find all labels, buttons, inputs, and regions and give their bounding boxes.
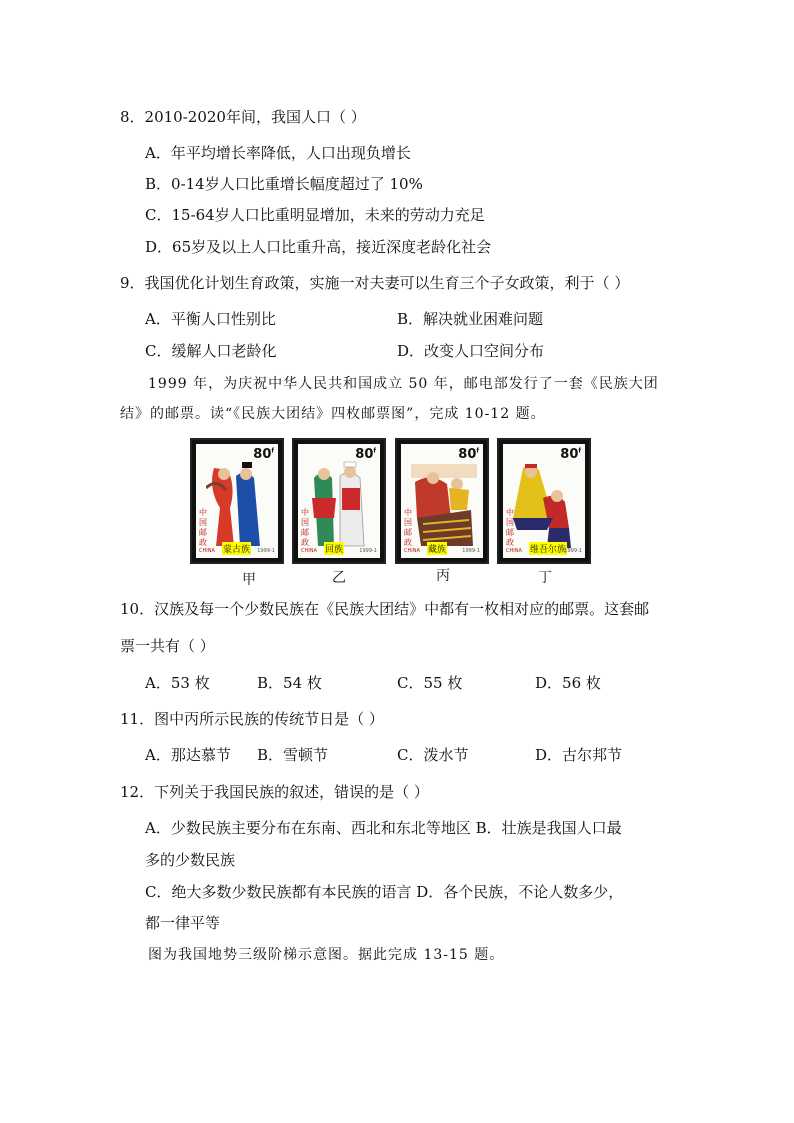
stamp-serial: 1999-1: [564, 548, 582, 554]
stamp-caption-jia: 甲: [242, 572, 256, 588]
intro-13-15: 图为我国地势三级阶梯示意图。据此完成 13-15 题。: [148, 947, 505, 963]
q11-option-d: D．古尔邦节: [535, 746, 623, 764]
stamp-denomination-unit: f: [373, 447, 376, 455]
stamp-post-label: 中国邮政: [506, 508, 514, 547]
stamp-denomination: 80$^f$: [253, 447, 274, 462]
stamp-ethnic-label: 维吾尔族: [529, 542, 567, 555]
q11-option-c: C．泼水节: [397, 746, 469, 764]
stamp-post-label: 中国邮政: [404, 508, 412, 547]
q9-option-c: C．缓解人口老龄化: [145, 342, 277, 360]
stamp-figure-illustration: [411, 458, 477, 554]
intro-10-12-line1: 1999 年，为庆祝中华人民共和国成立 50 年，邮电部发行了一套《民族大团: [148, 376, 659, 392]
q9-option-d: D．改变人口空间分布: [397, 342, 545, 360]
stamp-post-en: CHINA: [199, 548, 215, 554]
stamp-ethnic-label: 藏族: [427, 542, 447, 555]
stamp-denomination: 80$^f$: [355, 447, 376, 462]
q8-option-a: A．年平均增长率降低，人口出现负增长: [145, 144, 411, 162]
q12-options-line4: 都一律平等: [145, 914, 221, 932]
stamp-serial: 1999-1: [462, 548, 480, 554]
stamp-ethnic-label: 蒙古族: [222, 542, 251, 555]
q12-options-line2: 多的少数民族: [145, 851, 236, 869]
stamp-serial: 1999-1: [359, 548, 377, 554]
stamp-denomination-unit: f: [271, 447, 274, 455]
stamp-post-en: CHINA: [506, 548, 522, 554]
q10-option-c: C．55 枚: [397, 674, 463, 692]
stamp-denomination-unit: f: [476, 447, 479, 455]
q10-stem-line1: 10．汉族及每一个少数民族在《民族大团结》中都有一枚相对应的邮票。这套邮: [120, 600, 650, 618]
stamp-hui: [292, 438, 386, 564]
stamp-post-label: 中国邮政: [199, 508, 207, 547]
q8-stem: 8．2010-2020年间，我国人口（ ）: [120, 108, 366, 126]
stamp-post-label: 中国邮政: [301, 508, 309, 547]
q11-option-b: B．雪顿节: [257, 746, 329, 764]
q12-stem: 12．下列关于我国民族的叙述，错误的是（ ）: [120, 783, 429, 801]
stamp-serial: 1999-1: [257, 548, 275, 554]
stamp-caption-ding: 丁: [538, 570, 552, 586]
stamp-denomination: 80$^f$: [560, 447, 581, 462]
q12-options-line1: A．少数民族主要分布在东南、西北和东北等地区 B．壮族是我国人口最: [145, 819, 622, 837]
stamp-caption-yi: 乙: [332, 570, 346, 586]
q10-stem-line2: 票一共有（ ）: [120, 637, 215, 655]
intro-10-12-line2: 结》的邮票。读“《民族大团结》四枚邮票图”，完成 10-12 题。: [120, 406, 546, 422]
stamp-tibetan: [395, 438, 489, 564]
stamp-figure-illustration: [206, 458, 272, 554]
q10-option-a: A．53 枚: [145, 674, 210, 692]
stamp-uyghur: [497, 438, 591, 564]
q8-option-d: D．65岁及以上人口比重升高，接近深度老龄化社会: [145, 238, 492, 256]
stamp-denomination-unit: f: [578, 447, 581, 455]
stamp-denomination: 80$^f$: [458, 447, 479, 462]
stamp-mongol: [190, 438, 284, 564]
q10-option-d: D．56 枚: [535, 674, 601, 692]
q9-stem: 9．我国优化计划生育政策，实施一对夫妻可以生育三个子女政策，利于（ ）: [120, 274, 630, 292]
stamp-figure-illustration: [308, 458, 374, 554]
q9-option-b: B．解决就业困难问题: [397, 310, 544, 328]
q8-option-b: B．0-14岁人口比重增长幅度超过了 10%: [145, 175, 423, 193]
stamp-post-en: CHINA: [404, 548, 420, 554]
q11-stem: 11．图中丙所示民族的传统节日是（ ）: [120, 710, 384, 728]
q9-option-a: A．平衡人口性别比: [145, 310, 276, 328]
stamp-caption-bing: 丙: [436, 568, 450, 584]
q12-options-line3: C．绝大多数少数民族都有本民族的语言 D．各个民族，不论人数多少，: [145, 883, 624, 901]
stamp-ethnic-label: 回族: [324, 542, 344, 555]
stamp-post-en: CHINA: [301, 548, 317, 554]
q11-option-a: A．那达慕节: [145, 746, 231, 764]
q8-option-c: C．15-64岁人口比重明显增加，未来的劳动力充足: [145, 206, 485, 224]
q10-option-b: B．54 枚: [257, 674, 322, 692]
stamp-figure-illustration: [513, 458, 579, 554]
